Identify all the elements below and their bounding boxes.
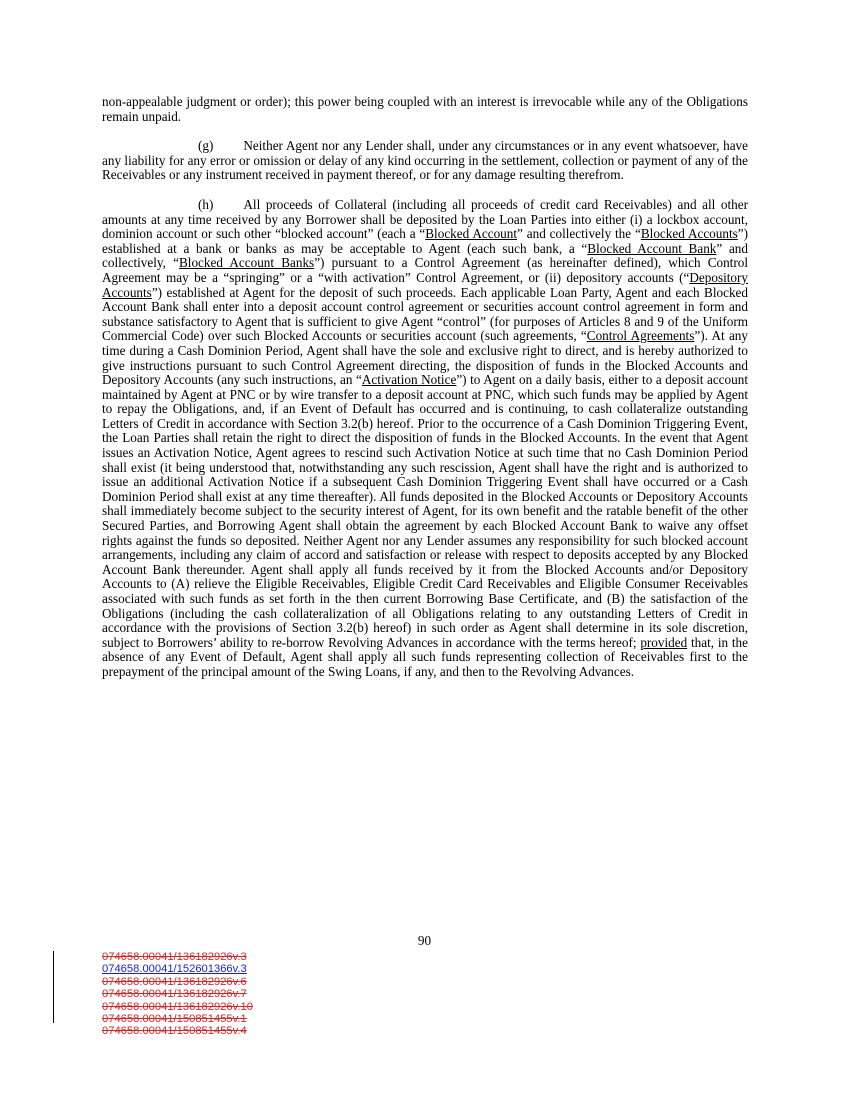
paragraph-h-text-2: ” and collectively the “	[517, 226, 641, 242]
paragraph-g	[102, 139, 748, 183]
paragraph-g-text: Neither Agent nor any Lender shall, under any circumstances or in any event whatsoever, have any liability for any error or omission or delay of any kind occurring in the settlement, collection or payment of any of the Receivables or any instrument received in payment thereof, or for any damage resulting therefrom.	[102, 138, 748, 183]
doc-id-deleted: 074658.00041/136182926v.7	[102, 988, 247, 1001]
paragraph-h-text-4: ” and collectively, “	[102, 240, 748, 271]
document-id-list	[102, 951, 253, 1038]
paragraph-h	[102, 198, 748, 680]
paragraph-h-text-9: that, in the absence of any Event of Default, Agent shall apply all such funds representing collection of Receivables first to the prepayment of the principal amount of the Swing Loans, if any, and then to the Revolving Advances.	[102, 634, 748, 679]
paragraph-h-text-7: ”). At any time during a Cash Dominion Period, Agent shall have the sole and exclusive right to direct, and is hereby authorized to give instructions pursuant to such Control Agreement directing, the disposition of funds in the Blocked Accounts and Depository Accounts (any such instructions, an “	[102, 328, 748, 388]
doc-id-deleted: 074658.00041/136182926v.10	[102, 1000, 253, 1013]
defined-term-blocked-account-banks: Blocked Account Banks	[178, 255, 315, 271]
document-body	[102, 95, 748, 695]
defined-term-depository-accounts: Depository Accounts	[102, 269, 748, 300]
paragraph-g-label: (g)	[198, 138, 214, 154]
doc-id-current: 074658.00041/152601366v.3	[102, 963, 247, 976]
paragraph-f-continuation: non-appealable judgment or order); this power being coupled with an interest is irrevocable while any of the Obligations remain unpaid.	[102, 94, 748, 124]
change-bar	[53, 951, 54, 1023]
paragraph-h-text-1: All proceeds of Collateral (including all proceeds of credit card Receivables) and all other amounts at any time received by any Borrower shall be deposited by the Loan Parties into either (i) a lockbox account, dominion account or such other “blocked account” (each a “	[102, 196, 748, 242]
term-provided: provided	[640, 634, 688, 650]
defined-term-control-agreements: Control Agreements	[586, 328, 695, 344]
defined-term-activation-notice: Activation Notice	[361, 372, 457, 388]
doc-id-deleted: 074658.00041/136182926v.6	[102, 975, 247, 988]
page-number: 90	[417, 933, 432, 948]
paragraph-h-text-3: ”) established at a bank or banks as may be acceptable to Agent (each such bank, a “	[102, 226, 748, 256]
doc-id-deleted: 074658.00041/136182926v.3	[102, 951, 247, 963]
paragraph-h-text-8: ”) to Agent on a daily basis, either to a deposit account maintained by Agent at PNC or by wire transfer to a deposit account at PNC, which such funds may be applied by Agent to repay the Obligations, and, if an Event of Default has occurred and is continuing, to cash collateralize outstanding Letters of Credit in accordance with Section 3.2(b) hereof. Prior to the occurrence of a Cash Dominion Triggering Event, the Loan Parties shall retain the right to direct the disposition of funds in the Blocked Accounts. In the event that Agent issues an Activation Notice, Agent agrees to rescind such Activation Notice at such time that no Cash Dominion Period shall exist (it being understood that, notwithstanding any such rescission, Agent shall have the right and is authorized to issue an additional Activation Notice if a subsequent Cash Dominion Triggering Event shall have occurred or a Cash Dominion Period shall exist at any time thereafter). All funds deposited in the Blocked Accounts or Depository Accounts shall immediately become subject to the security interest of Agent, for its own benefit and the ratable benefit of the other Secured Parties, and Borrowing Agent shall obtain the agreement by each Blocked Account Bank to waive any offset rights against the funds so deposited. Neither Agent nor any Lender assumes any responsibility for such blocked account arrangements, including any claim of accord and satisfaction or release with respect to deposits accepted by any Blocked Account Bank thereunder. Agent shall apply all funds received by it from the Blocked Accounts and/or Depository Accounts to (A) relieve the Eligible Receivables, Eligible Credit Card Receivables and Eligible Consumer Receivables associated with such funds as set forth in the then current Borrowing Base Certificate, and (B) the satisfaction of the Obligations (including the cash collateralization of all Obligations relating to any outstanding Letters of Credit in accordance with the provisions of Section 3.2(b) hereof) in such order as Agent shall determine in its sole discretion, subject to Borrowers’ ability to re-borrow Revolving Advances in accordance with the terms hereof;	[102, 372, 748, 650]
doc-id-deleted: 074658.00041/150851455v.4	[102, 1025, 247, 1038]
defined-term-blocked-account-bank: Blocked Account Bank	[587, 240, 717, 256]
paragraph-h-label: (h)	[198, 196, 214, 212]
defined-term-blocked-accounts: Blocked Accounts	[640, 226, 738, 242]
defined-term-blocked-account: Blocked Account	[425, 226, 518, 242]
paragraph-h-text-6: ”) established at Agent for the deposit of such proceeds. Each applicable Loan Party, Agent and each Blocked Account Bank shall enter into a deposit account control agreement or securities account control agreement in form and substance satisfactory to Agent that is sufficient to give Agent “control” (for purposes of Articles 8 and 9 of the Uniform Commercial Code) over such Blocked Accounts or securities account (such agreements, “	[102, 284, 748, 344]
doc-id-deleted: 074658.00041/150851455v.1	[102, 1013, 247, 1026]
paragraph-h-text-5: ”) pursuant to a Control Agreement (as hereinafter defined), which Control Agreement may be a “springing” or a “with activation” Control Agreement, or (ii) depository accounts (“	[102, 255, 748, 285]
